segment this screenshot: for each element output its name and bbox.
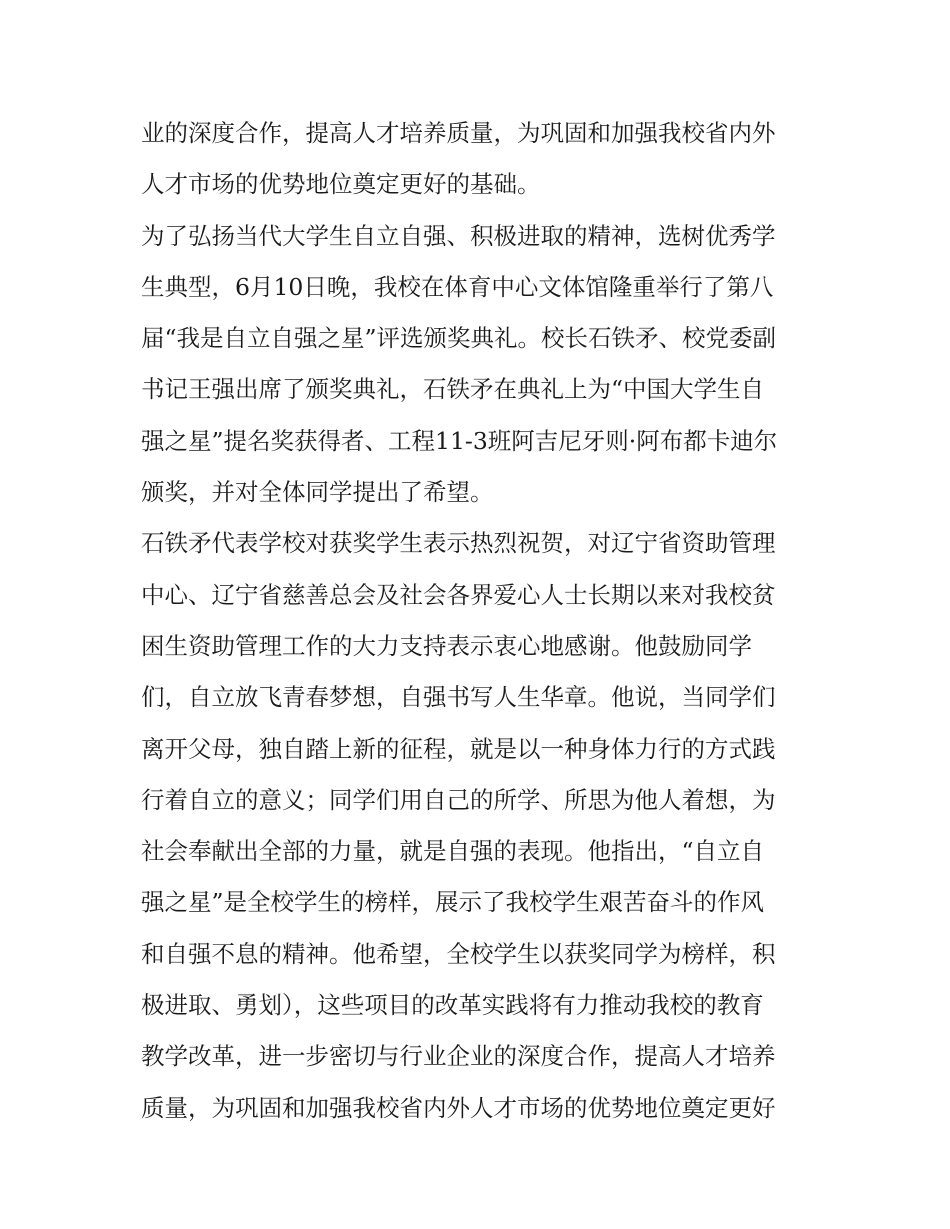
text-line: 困生资助管理工作的大力支持表示衷心地感谢。他鼓励同学 xyxy=(141,631,752,660)
text-line: 中心、辽宁省慈善总会及社会各界爱心人士长期以来对我校贫 xyxy=(141,580,776,609)
text-line: 社会奉献出全部的力量，就是自强的表现。他指出，“自立自 xyxy=(141,837,765,866)
text-line: 离开父母，独自踏上新的征程，就是以一种身体力行的方式践 xyxy=(141,734,776,763)
text-line: 教学改革，进一步密切与行业企业的深度合作，提高人才培养 xyxy=(141,1042,776,1071)
text-line: 质量，为巩固和加强我校省内外人才市场的优势地位奠定更好 xyxy=(141,1093,776,1122)
text-line: 届“我是自立自强之星”评选颁奖典礼。校长石铁矛、校党委副 xyxy=(141,324,777,353)
text-line: 强之星”提名奖获得者、工程11-3班阿吉尼牙则·阿布都卡迪尔 xyxy=(141,426,778,455)
text-line: 和自强不息的精神。他希望，全校学生以获奖同学为榜样，积 xyxy=(141,939,776,968)
text-line: 书记王强出席了颁奖典礼，石铁矛在典礼上为“中国大学生自 xyxy=(141,375,765,404)
text-line: 生典型，6月10日晚，我校在体育中心文体馆隆重举行了第八 xyxy=(141,272,774,301)
text-line: 们，自立放飞青春梦想，自强书写人生华章。他说，当同学们 xyxy=(141,683,776,712)
text-line: 人才市场的优势地位奠定更好的基础。 xyxy=(141,170,541,199)
text-line: 颁奖，并对全体同学提出了希望。 xyxy=(141,478,494,507)
text-line: 石铁矛代表学校对获奖学生表示热烈祝贺，对辽宁省资助管理 xyxy=(141,529,776,558)
body-text xyxy=(141,108,821,1134)
text-line: 为了弘扬当代大学生自立自强、积极进取的精神，选树优秀学 xyxy=(141,221,776,250)
text-line: 业的深度合作，提高人才培养质量，为巩固和加强我校省内外 xyxy=(141,119,776,147)
text-line: 行着自立的意义；同学们用自己的所学、所思为他人着想，为 xyxy=(141,785,776,814)
text-line: 强之星”是全校学生的榜样，展示了我校学生艰苦奋斗的作风 xyxy=(141,888,765,917)
text-line: 极进取、勇划），这些项目的改革实践将有力推动我校的教育 xyxy=(141,991,764,1020)
